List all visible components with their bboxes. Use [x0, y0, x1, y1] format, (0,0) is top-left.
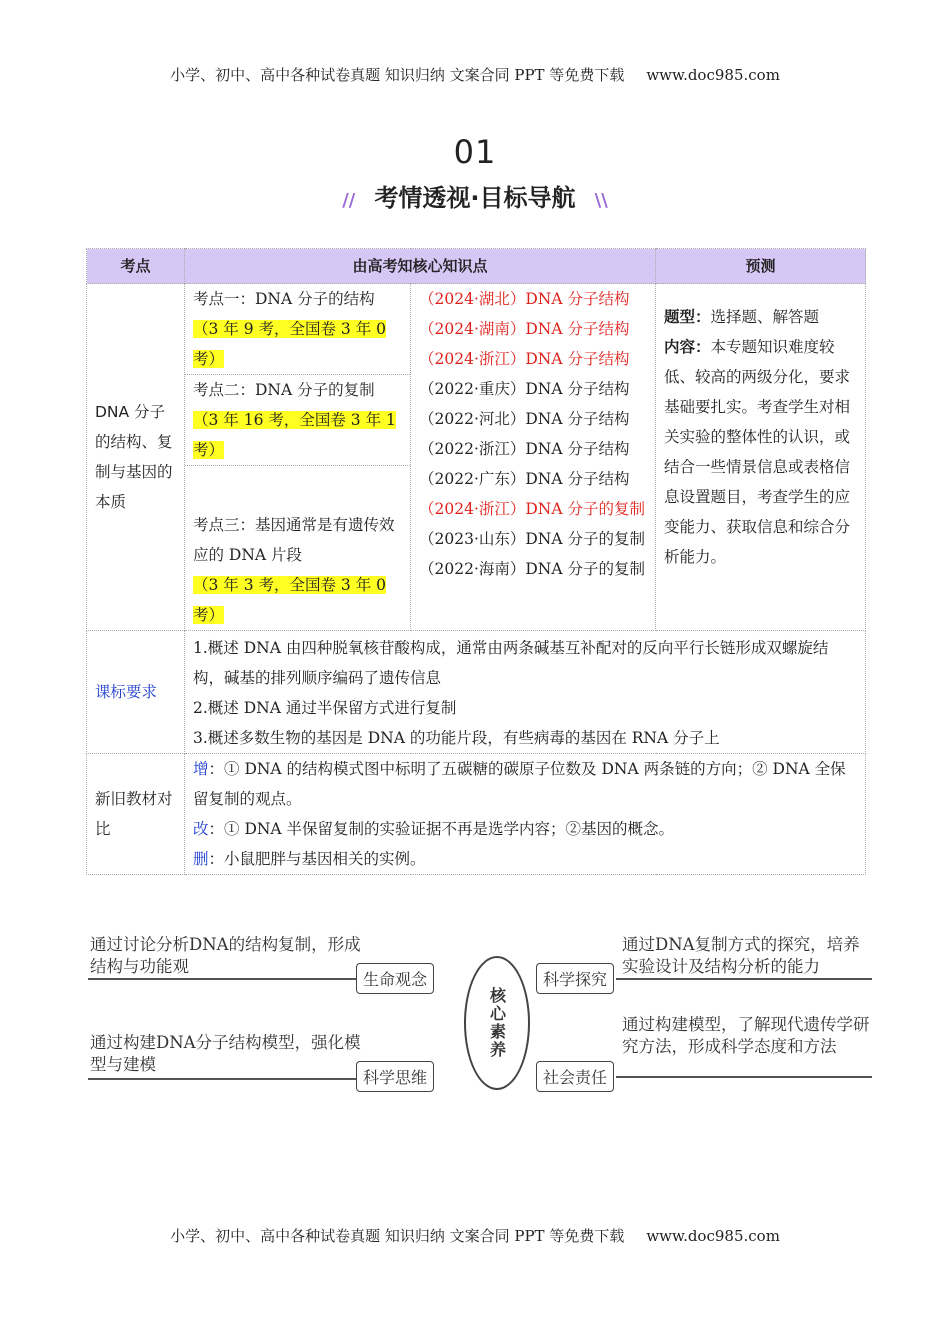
- compare-delete-label: 删: [193, 850, 209, 868]
- standard-label: 课标要求: [87, 631, 185, 754]
- section-title: 考情透视·目标导航: [360, 178, 589, 213]
- header-site-link[interactable]: www.doc985.com: [646, 66, 780, 84]
- node-life-concept: 生命观念: [356, 963, 434, 994]
- forecast-content-value: 本专题知识难度较低、较高的两级分化，要求基础要扎实。考查学生对相关实验的整体性的认识，或结合一些情景信息或表格信息设置题目，考查学生的应变能力、获取信息和综合分析能力。: [664, 338, 851, 566]
- connector-line: [616, 1076, 872, 1078]
- exam-item: （2024·浙江）DNA 分子结构: [419, 350, 630, 368]
- standard-item: 3.概述多数生物的基因是 DNA 的功能片段，有些病毒的基因在 RNA 分子上: [193, 729, 720, 747]
- slash-right-icon: \\: [594, 190, 608, 211]
- compare-delete-text: ：小鼠肥胖与基因相关的实例。: [208, 850, 426, 868]
- table-row: [87, 754, 866, 875]
- node-desc-inquiry: 通过DNA复制方式的探究，培养实验设计及结构分析的能力: [622, 935, 860, 976]
- exam-item: （2024·湖南）DNA 分子结构: [419, 320, 630, 338]
- node-scientific-thinking: 科学思维: [356, 1061, 434, 1092]
- exam-item: （2023·山东）DNA 分子的复制: [419, 530, 645, 548]
- core-literacy-mindmap: [86, 928, 876, 1098]
- exam-item: （2022·浙江）DNA 分子结构: [419, 440, 630, 458]
- point-3-title: 考点三：基因通常是有遗传效应的 DNA 片段: [193, 516, 395, 564]
- slash-left-icon: //: [342, 190, 356, 211]
- compare-change-label: 改: [193, 820, 209, 838]
- exam-analysis-table: [86, 248, 866, 875]
- exam-item: （2022·河北）DNA 分子结构: [419, 410, 630, 428]
- point-2: [185, 375, 410, 466]
- compare-cell: [185, 754, 866, 875]
- point-3-count: （3 年 3 考，全国卷 3 年 0 考）: [193, 576, 387, 624]
- forecast-content-label: 内容：: [664, 338, 711, 356]
- standard-item: 1.概述 DNA 由四种脱氧核苷酸构成，通常由两条碱基互补配对的反向平行长链形成双螺旋结构，碱基的排列顺序编码了遗传信息: [193, 639, 829, 687]
- node-scientific-inquiry: 科学探究: [536, 963, 614, 994]
- header-knowledge: 由高考知核心知识点: [185, 249, 656, 284]
- section-number: 01: [453, 133, 497, 171]
- point-2-count: （3 年 16 考，全国卷 3 年 1 考）: [193, 411, 396, 459]
- exam-item: （2024·浙江）DNA 分子的复制: [419, 500, 645, 518]
- table-row: [87, 284, 866, 631]
- footer-site-link[interactable]: www.doc985.com: [646, 1227, 780, 1245]
- compare-change-text: ：① DNA 半保留复制的实验证据不再是选学内容；②基因的概念。: [208, 820, 675, 838]
- node-desc-life: 通过讨论分析DNA的结构复制，形成结构与功能观: [90, 935, 361, 976]
- header-text: 小学、初中、高中各种试卷真题 知识归纳 文案合同 PPT 等免费下载: [170, 66, 625, 84]
- point-1-title: 考点一：DNA 分子的结构: [193, 290, 375, 308]
- standard-item: 2.概述 DNA 通过半保留方式进行复制: [193, 699, 457, 717]
- table-row: [87, 631, 866, 754]
- topic-cell: DNA 分子的结构、复制与基因的本质: [87, 284, 185, 631]
- compare-add-label: 增: [193, 760, 209, 778]
- exam-item: （2022·广东）DNA 分子结构: [419, 470, 630, 488]
- point-1-count: （3 年 9 考，全国卷 3 年 0 考）: [193, 320, 387, 368]
- section-banner: [0, 178, 950, 213]
- header-forecast: 预测: [656, 249, 866, 284]
- center-core-literacy: 核心素养: [464, 956, 530, 1090]
- exam-item: （2022·重庆）DNA 分子结构: [419, 380, 630, 398]
- page-header: [0, 64, 950, 85]
- exam-item: （2024·湖北）DNA 分子结构: [419, 290, 630, 308]
- node-social-responsibility: 社会责任: [536, 1061, 614, 1092]
- forecast-type-label: 题型：: [664, 308, 711, 326]
- standards-cell: [185, 631, 866, 754]
- node-desc-thinking: 通过构建DNA分子结构模型，强化模型与建模: [90, 1033, 361, 1074]
- compare-label: 新旧教材对比: [87, 754, 185, 875]
- table-header-row: [87, 249, 866, 284]
- forecast-cell: [656, 284, 866, 631]
- node-desc-responsibility: 通过构建模型，了解现代遗传学研究方法，形成科学态度和方法: [622, 1015, 870, 1056]
- point-3: [185, 466, 410, 630]
- forecast-type-value: 选择题、解答题: [710, 308, 820, 326]
- point-2-title: 考点二：DNA 分子的复制: [193, 381, 375, 399]
- exams-cell: [411, 284, 656, 631]
- section-number-wrap: [0, 133, 950, 171]
- connector-line: [88, 978, 358, 980]
- exam-item: （2022·海南）DNA 分子的复制: [419, 560, 645, 578]
- compare-add-text: ：① DNA 的结构模式图中标明了五碳糖的碳原子位数及 DNA 两条链的方向；② DNA 全保留复制的观点。: [193, 760, 846, 808]
- header-topic: 考点: [87, 249, 185, 284]
- connector-line: [616, 978, 872, 980]
- connector-line: [88, 1078, 358, 1080]
- point-1: [185, 284, 410, 375]
- page-footer: [0, 1225, 950, 1246]
- footer-text: 小学、初中、高中各种试卷真题 知识归纳 文案合同 PPT 等免费下载: [170, 1227, 625, 1245]
- points-cell: [185, 284, 411, 631]
